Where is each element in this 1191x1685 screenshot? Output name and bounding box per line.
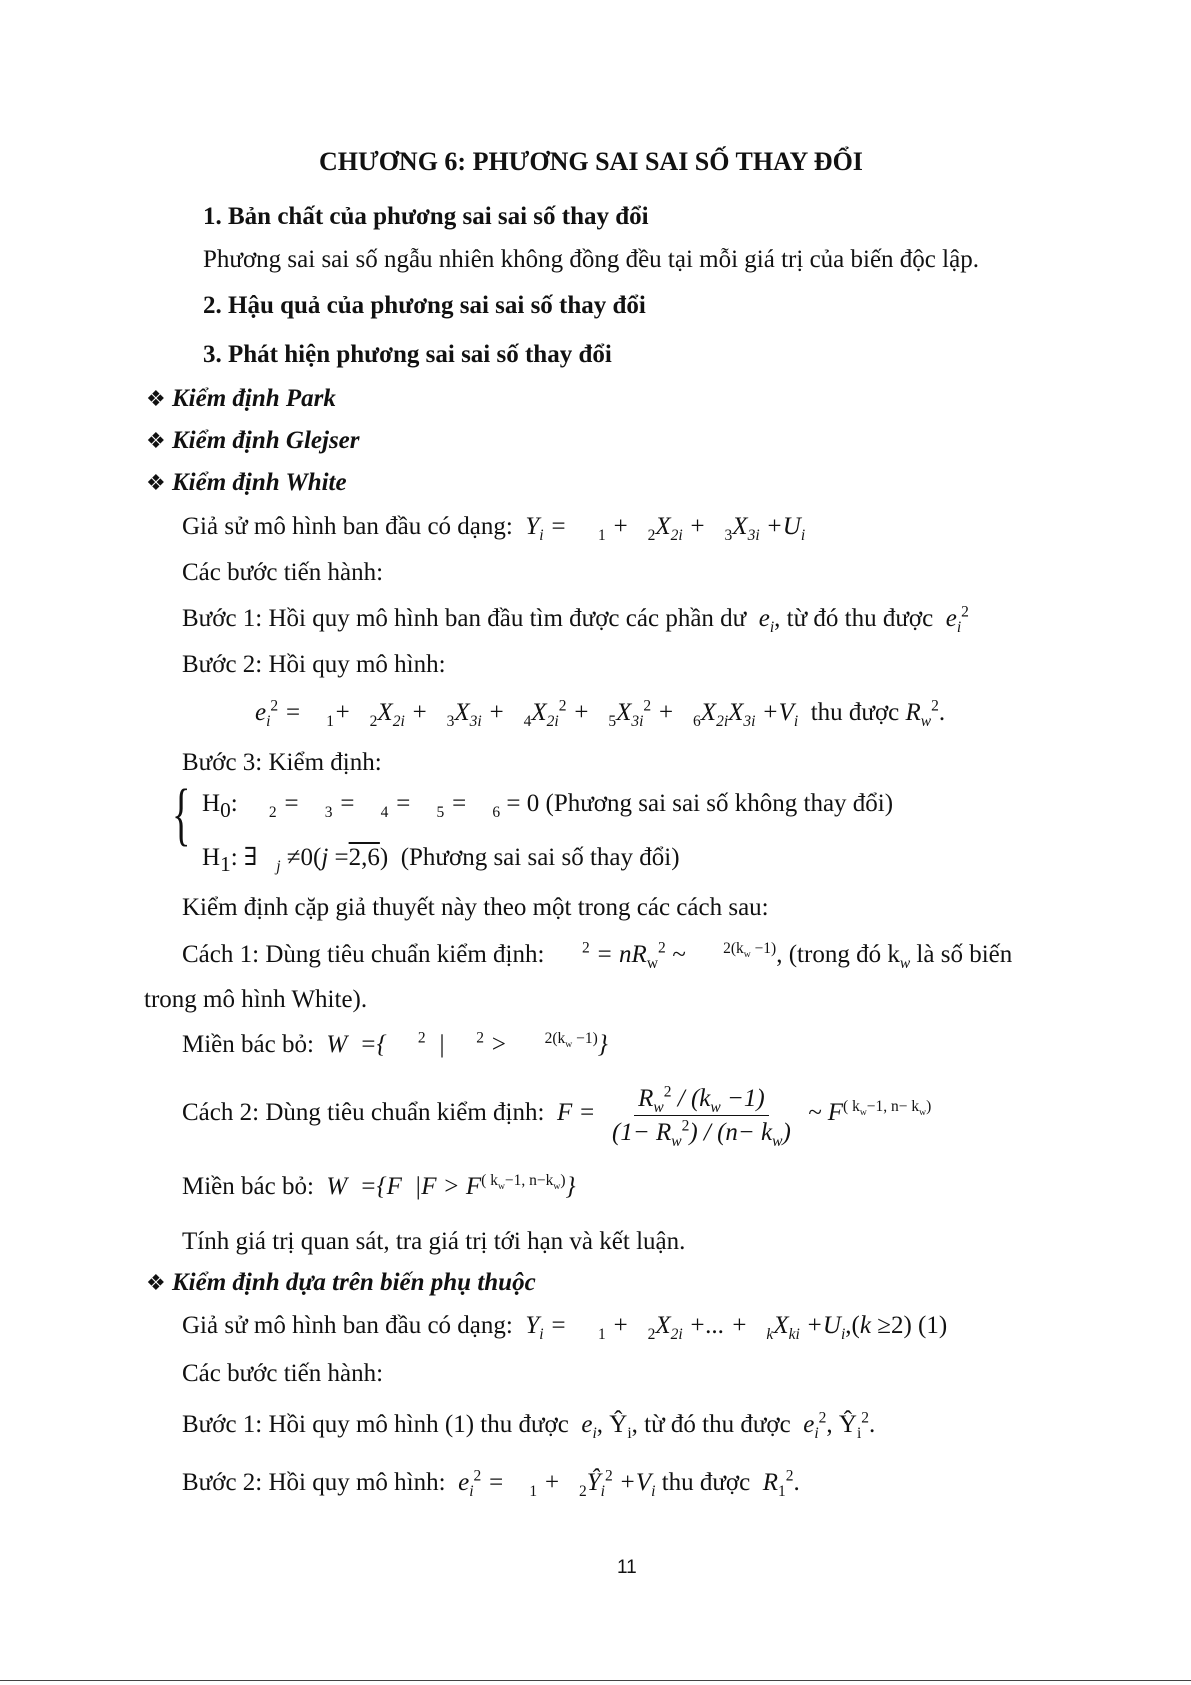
white-conclusion: Tính giá trị quan sát, tra giá trị tới hạn và kết luận.	[182, 1228, 686, 1255]
section-heading-1: 1. Bản chất của phương sai sai số thay đổi	[203, 203, 649, 230]
diamond-bullet-icon: ❖	[146, 386, 166, 411]
test-dependent: ❖ Kiểm định dựa trên biến phụ thuộc	[146, 1269, 536, 1296]
dependent-step-2: Bước 2: Hồi quy mô hình: $e_i^2$ = $_1 + _2Ŷ_i^2 +V_i$ thu được $R_1^2$.	[182, 1467, 800, 1500]
page-title: CHƯƠNG 6: PHƯƠNG SAI SAI SỐ THAY ĐỔI	[319, 147, 863, 176]
section-heading-2: 2. Hậu quả của phương sai sai số thay đổi	[203, 292, 646, 319]
hypothesis-h0: $H_0$: $_2$ = $_3$ = $_4$ = $_5$ = $_6$ = 0 (Phương sai sai số không thay đổi)	[202, 790, 894, 822]
dependent-steps-title: Các bước tiến hành:	[182, 1360, 384, 1387]
white-model-formula: $Y_i$ = $_1 + _2X_{2i} + _3X_{3i} +U_i$	[519, 513, 806, 544]
white-reject-2: Miền bác bỏ: W ={F $|F > F^{( k_w-1, n-k_w)}$}	[182, 1171, 576, 1200]
dependent-model-line: Giả sử mô hình ban đầu có dạng: $Y_i$ = $_1 + _2X_{2i}$ +... + $_kX_{ki} +U_i,(k \ge 2)$ (1)	[182, 1312, 948, 1343]
white-step-3: Bước 3: Kiểm định:	[182, 749, 382, 776]
white-reject-1: Miền bác bỏ: W ={ $^2$ | $^2$ > $^{2(k_w -1)}$}	[182, 1029, 608, 1058]
white-steps-title: Các bước tiến hành:	[182, 559, 384, 586]
test-white: ❖ Kiểm định White	[146, 469, 347, 496]
section-1-text: Phương sai sai số ngẫu nhiên không đồng đều tại mỗi giá trị của biến độc lập.	[203, 246, 979, 273]
page-number: 11	[617, 1557, 637, 1578]
diamond-bullet-icon: ❖	[146, 428, 166, 453]
white-methods-intro: Kiểm định cặp giả thuyết này theo một trong các cách sau:	[182, 894, 769, 921]
diamond-bullet-icon: ❖	[146, 1270, 166, 1295]
f-distribution: ~ $F^{( k_w-1, n- k_w)}$	[808, 1097, 932, 1126]
diamond-bullet-icon: ❖	[146, 470, 166, 495]
dependent-step-1: Bước 1: Hồi quy mô hình (1) thu được $e_i$, $Ŷ_i$, từ đó thu được $e_i^2$, $Ŷ_i^2$.	[182, 1409, 876, 1442]
white-step-1: Bước 1: Hồi quy mô hình ban đầu tìm được các phần dư $e_i$, từ đó thu được $e_i^2$	[182, 603, 969, 636]
hypothesis-brace: {	[172, 776, 191, 853]
page-bottom-rule	[0, 1680, 1191, 1681]
f-statistic-fraction: $\frac{R_w^2 / (k_w -1)}{(1- R_w^2) / (n- k_w)}$	[612, 1083, 791, 1150]
white-model-line: Giả sử mô hình ban đầu có dạng: $Y_i$ = $_1 + _2X_{2i} + _3X_{3i} +U_i$	[182, 513, 806, 544]
test-park: ❖ Kiểm định Park	[146, 385, 336, 412]
test-glejser: ❖ Kiểm định Glejser	[146, 427, 360, 454]
white-way-1: Cách 1: Dùng tiêu chuẩn kiểm định: $^2 = nR_w^2$ ~ $^{2(k_w -1)}$, (trong đó $k_w$ là số biến	[182, 939, 1013, 972]
white-step-2: Bước 2: Hồi quy mô hình:	[182, 651, 446, 678]
white-aux-regression: $e_i^2$ = $_1+ _2X_{2i} + _3X_{3i} + _4X_{2i}^2 + _5X_{3i}^2 + _6X_{2i}X_{3i} +V_i$ thu được $R_w^2$.	[255, 697, 946, 730]
white-way-1-cont: trong mô hình White).	[144, 986, 368, 1013]
section-heading-3: 3. Phát hiện phương sai sai số thay đổi	[203, 341, 612, 368]
white-way-2: Cách 2: Dùng tiêu chuẩn kiểm định: F =	[182, 1099, 596, 1126]
hypothesis-h1: $H_1$: ∃ $_j$ ≠0(j =2,6) (Phương sai sai số thay đổi)	[202, 844, 680, 876]
